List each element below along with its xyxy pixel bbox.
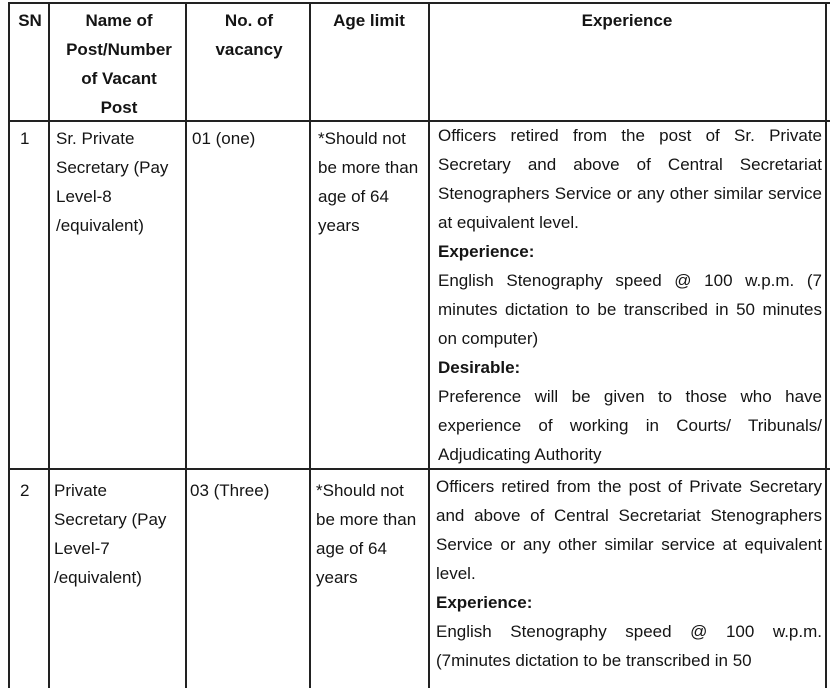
row2-eligibility: Officers retired from the post of Private Secretary and above of Central Secretariat Stenographers Service or any other similar service at equivalent level. [436,477,822,583]
row2-experience-text: English Stenography speed @ 100 w.p.m. (7minutes dictation to be transcribed in 50 [436,622,822,670]
column-divider [428,4,430,688]
header-vacancy: No. of vacancy [215,11,283,59]
row1-vacancy: 01 (one) [192,129,256,148]
row1-eligibility: Officers retired from the post of Sr. Private Secretary and above of Central Secretariat Stenographers Service or any other similar service at equivalent level. [438,126,822,232]
header-sn: SN [18,11,42,30]
row1-desirable-text: Preference will be given to those who have experience of working in Courts/ Tribunals/ Adjudicating Authority [438,387,822,464]
row2-sn: 2 [20,481,30,500]
row2-vacancy: 03 (Three) [190,481,270,500]
header-experience: Experience [581,11,673,30]
row2-experience [436,472,822,675]
row1-age: *Should not be more than age of 64 years [318,129,419,235]
header-post: Name of Post/Number of Vacant Post [66,11,172,117]
column-divider [185,4,187,688]
row1-experience-text: English Stenography speed @ 100 w.p.m. (7 minutes dictation to be transcribed in 50 minutes on computer) [438,271,822,348]
column-divider [48,4,50,688]
row2-post: Private Secretary (Pay Level-7 /equivalent) [54,481,167,587]
row2-age: *Should not be more than age of 64 years [316,481,417,587]
row1-post: Sr. Private Secretary (Pay Level-8 /equivalent) [56,129,169,235]
row1-experience-heading: Experience: [438,242,535,261]
column-divider [309,4,311,688]
row1-sn: 1 [20,129,30,148]
row1-desirable-heading: Desirable: [438,358,521,377]
header-age: Age limit [333,11,405,30]
row1-experience [438,121,822,469]
row2-experience-heading: Experience: [436,593,533,612]
column-divider [825,4,827,688]
recruitment-table [8,2,830,688]
